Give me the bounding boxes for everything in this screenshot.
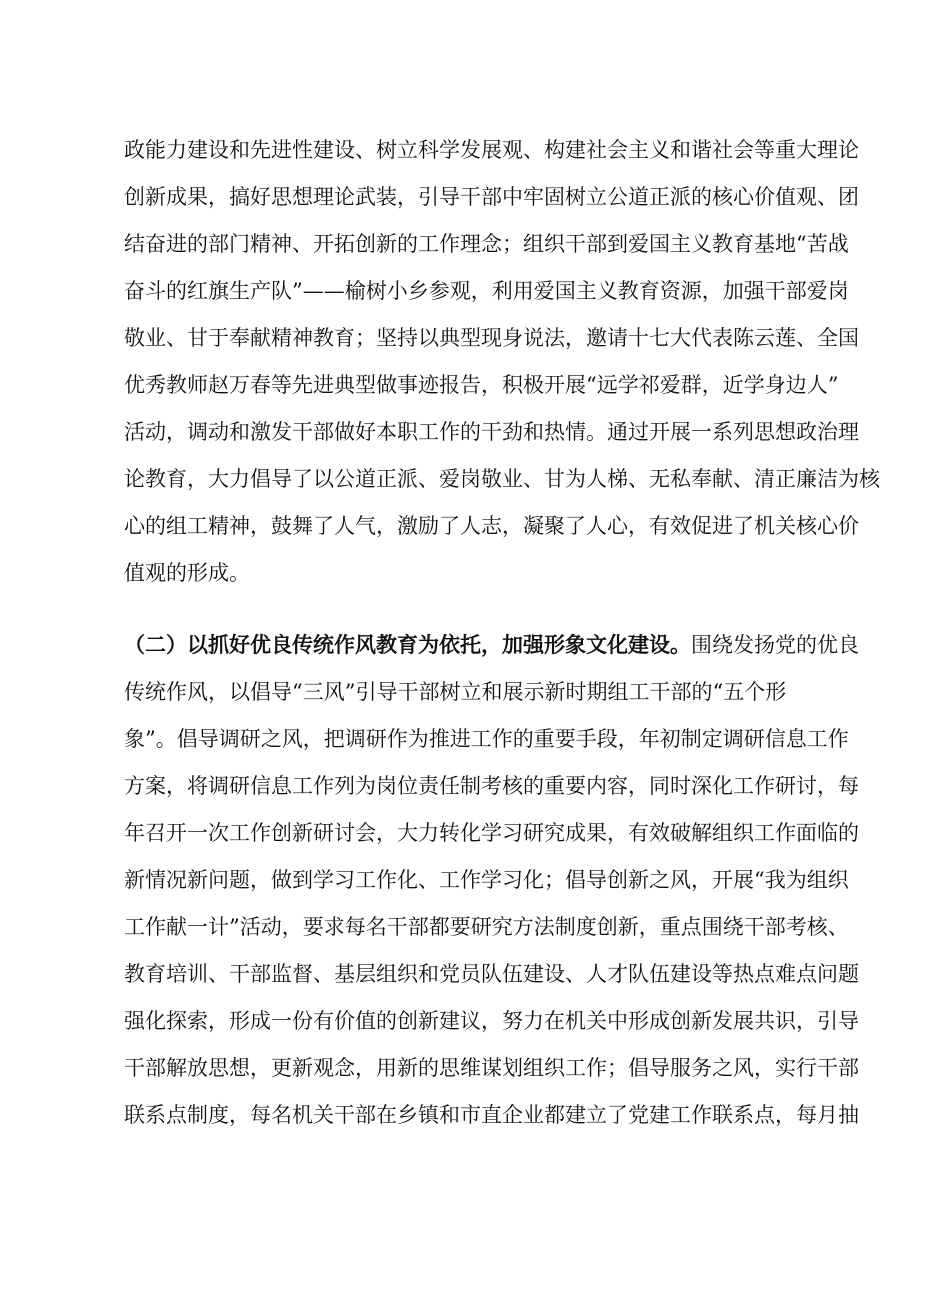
paragraph-line: 心的组工精神，鼓舞了人气，激励了人志，凝聚了人心，有效促进了机关核心价: [124, 514, 859, 538]
paragraph-line: 教育培训、干部监督、基层组织和党员队伍建设、人才队伍建设等热点难点问题: [124, 962, 859, 986]
heading-line-continuation: 围绕发扬党的优良: [691, 633, 859, 657]
paragraph-line: 奋斗的红旗生产队”——榆树小乡参观，利用爱国主义教育资源，加强干部爱岗: [124, 279, 849, 303]
paragraph-line: 论教育，大力倡导了以公道正派、爱岗敬业、甘为人梯、无私奉献、清正廉洁为核: [124, 467, 880, 491]
paragraph-line: 方案，将调研信息工作列为岗位责任制考核的重要内容，同时深化工作研讨，每: [124, 774, 859, 798]
paragraph-line: 干部解放思想，更新观念，用新的思维谋划组织工作；倡导服务之风，实行干部: [124, 1056, 859, 1080]
paragraph-line: 活动，调动和激发干部做好本职工作的干劲和热情。通过开展一系列思想政治理: [124, 420, 859, 444]
paragraph-line: 优秀教师赵万春等先进典型做事迹报告，积极开展“远学祁爱群，近学身边人”: [124, 373, 839, 397]
paragraph-line: 政能力建设和先进性建设、树立科学发展观、构建社会主义和谐社会等重大理论: [124, 138, 859, 162]
section-heading: （二）以抓好优良传统作风教育为依托，加强形象文化建设。: [124, 633, 691, 657]
section-heading-line: [124, 623, 859, 667]
paragraph-line: 敬业、甘于奉献精神教育；坚持以典型现身说法，邀请十七大代表陈云莲、全国: [124, 326, 859, 350]
paragraph-line: 创新成果，搞好思想理论武装，引导干部中牢固树立公道正派的核心价值观、团: [124, 185, 859, 209]
paragraph-line: 值观的形成。: [124, 561, 250, 585]
paragraph-line: 新情况新问题，做到学习工作化、工作学习化；倡导创新之风，开展“我为组织: [124, 868, 849, 892]
paragraph-line: 年召开一次工作创新研讨会，大力转化学习研究成果，有效破解组织工作面临的: [124, 821, 859, 845]
paragraph-line: 传统作风，以倡导“三风”引导干部树立和展示新时期组工干部的“五个形: [124, 680, 787, 704]
paragraph-line: 联系点制度，每名机关干部在乡镇和市直企业都建立了党建工作联系点，每月抽: [124, 1103, 859, 1127]
paragraph-line: 工作献一计”活动，要求每名干部都要研究方法制度创新，重点围绕干部考核、: [124, 915, 849, 939]
paragraph-line: 结奋进的部门精神、开拓创新的工作理念；组织干部到爱国主义教育基地“苦战: [124, 232, 849, 256]
paragraph-line: 强化探索，形成一份有价值的创新建议，努力在机关中形成创新发展共识，引导: [124, 1009, 859, 1033]
paragraph-line: 象”。倡导调研之风，把调研作为推进工作的重要手段，年初制定调研信息工作: [124, 727, 849, 751]
